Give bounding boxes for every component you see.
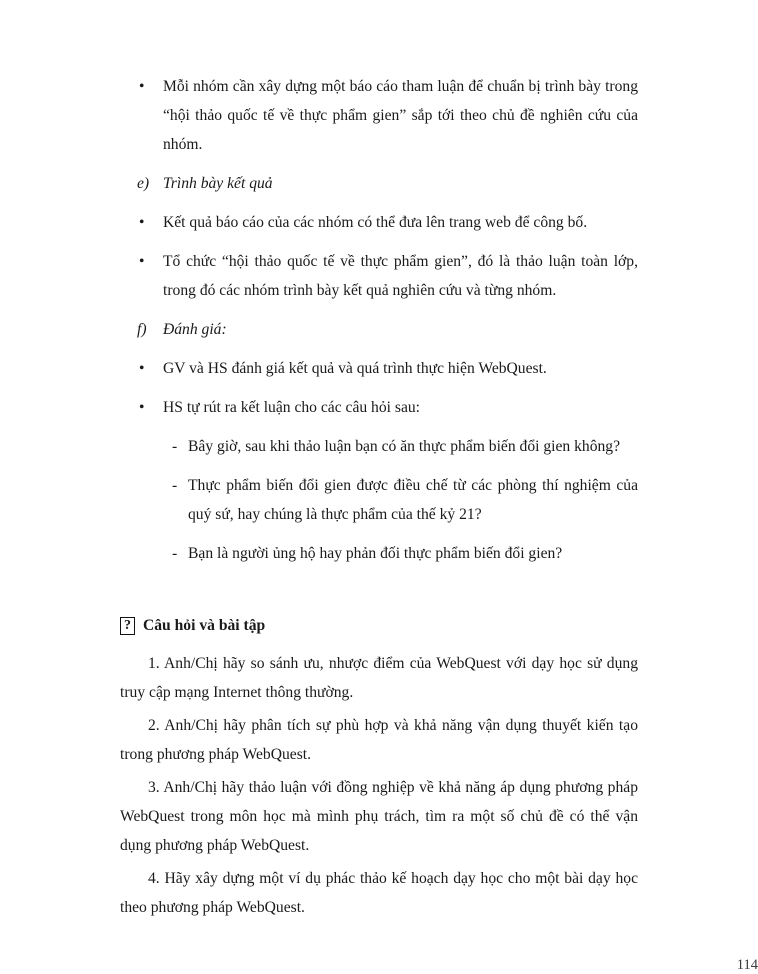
list-item-text: Tổ chức “hội thảo quốc tế về thực phẩm gien”, đó là thảo luận toàn lớp, trong đó các nhóm trình bày kết quả nghiên cứu và từng nhóm. (163, 253, 638, 299)
bullet-marker: • (139, 399, 145, 416)
page-content (120, 72, 758, 973)
question-mark-box-icon: ? (120, 617, 135, 635)
letter-marker: e) (137, 175, 150, 192)
list-item (120, 354, 638, 383)
bullet-marker: • (139, 360, 145, 377)
page-number: 114 (736, 957, 758, 973)
lettered-heading-text: Trình bày kết quả (163, 175, 273, 192)
bullet-marker: • (139, 214, 145, 231)
list-item (120, 393, 638, 422)
sub-list-item (120, 539, 638, 568)
exercise-paragraph: 2. Anh/Chị hãy phân tích sự phù hợp và khả năng vận dụng thuyết kiến tạo trong phương pháp WebQuest. (120, 717, 638, 763)
dash-marker: - (172, 438, 178, 455)
section-heading (120, 614, 638, 638)
bullet-marker: • (139, 253, 145, 270)
lettered-heading-text: Đánh giá: (163, 321, 227, 338)
exercise-paragraph: 1. Anh/Chị hãy so sánh ưu, nhược điểm của WebQuest với dạy học sử dụng truy cập mạng Internet thông thường. (120, 655, 638, 701)
lettered-heading-e (120, 169, 638, 198)
exercise-paragraph: 3. Anh/Chị hãy thảo luận với đồng nghiệp về khả năng áp dụng phương pháp WebQuest trong môn học mà mình phụ trách, tìm ra một số chủ đề có thể vận dụng phương pháp WebQuest. (120, 779, 638, 854)
list-item-text: Kết quả báo cáo của các nhóm có thể đưa lên trang web để công bố. (163, 214, 588, 231)
sub-list-item-text: Bạn là người ủng hộ hay phản đối thực phẩm biến đổi gien? (188, 545, 563, 562)
list-item (120, 247, 638, 305)
dash-marker: - (172, 545, 178, 562)
list-item-text: Mỗi nhóm cần xây dựng một báo cáo tham luận để chuẩn bị trình bày trong “hội thảo quốc tế về thực phẩm gien” sắp tới theo chủ đề nghiên cứu của nhóm. (163, 78, 638, 153)
exercise-paragraph: 4. Hãy xây dựng một ví dụ phác thảo kế hoạch dạy học cho một bài dạy học theo phương pháp WebQuest. (120, 870, 638, 916)
sub-list-item-text: Bây giờ, sau khi thảo luận bạn có ăn thực phẩm biến đổi gien không? (188, 438, 621, 455)
sub-list-item (120, 471, 638, 529)
sub-list-item (120, 432, 638, 461)
list-item-text: GV và HS đánh giá kết quả và quá trình thực hiện WebQuest. (163, 360, 547, 377)
sub-list-item-text: Thực phẩm biến đổi gien được điều chế từ các phòng thí nghiệm của quý sứ, hay chúng là thực phẩm của thế kỷ 21? (188, 477, 638, 523)
lettered-heading-f (120, 315, 638, 344)
bullet-marker: • (139, 78, 145, 95)
list-item (120, 208, 638, 237)
list-item-text: HS tự rút ra kết luận cho các câu hỏi sau: (163, 399, 420, 416)
section-heading-text: Câu hỏi và bài tập (143, 617, 266, 634)
list-item (120, 72, 638, 159)
dash-marker: - (172, 477, 178, 494)
letter-marker: f) (137, 321, 147, 338)
